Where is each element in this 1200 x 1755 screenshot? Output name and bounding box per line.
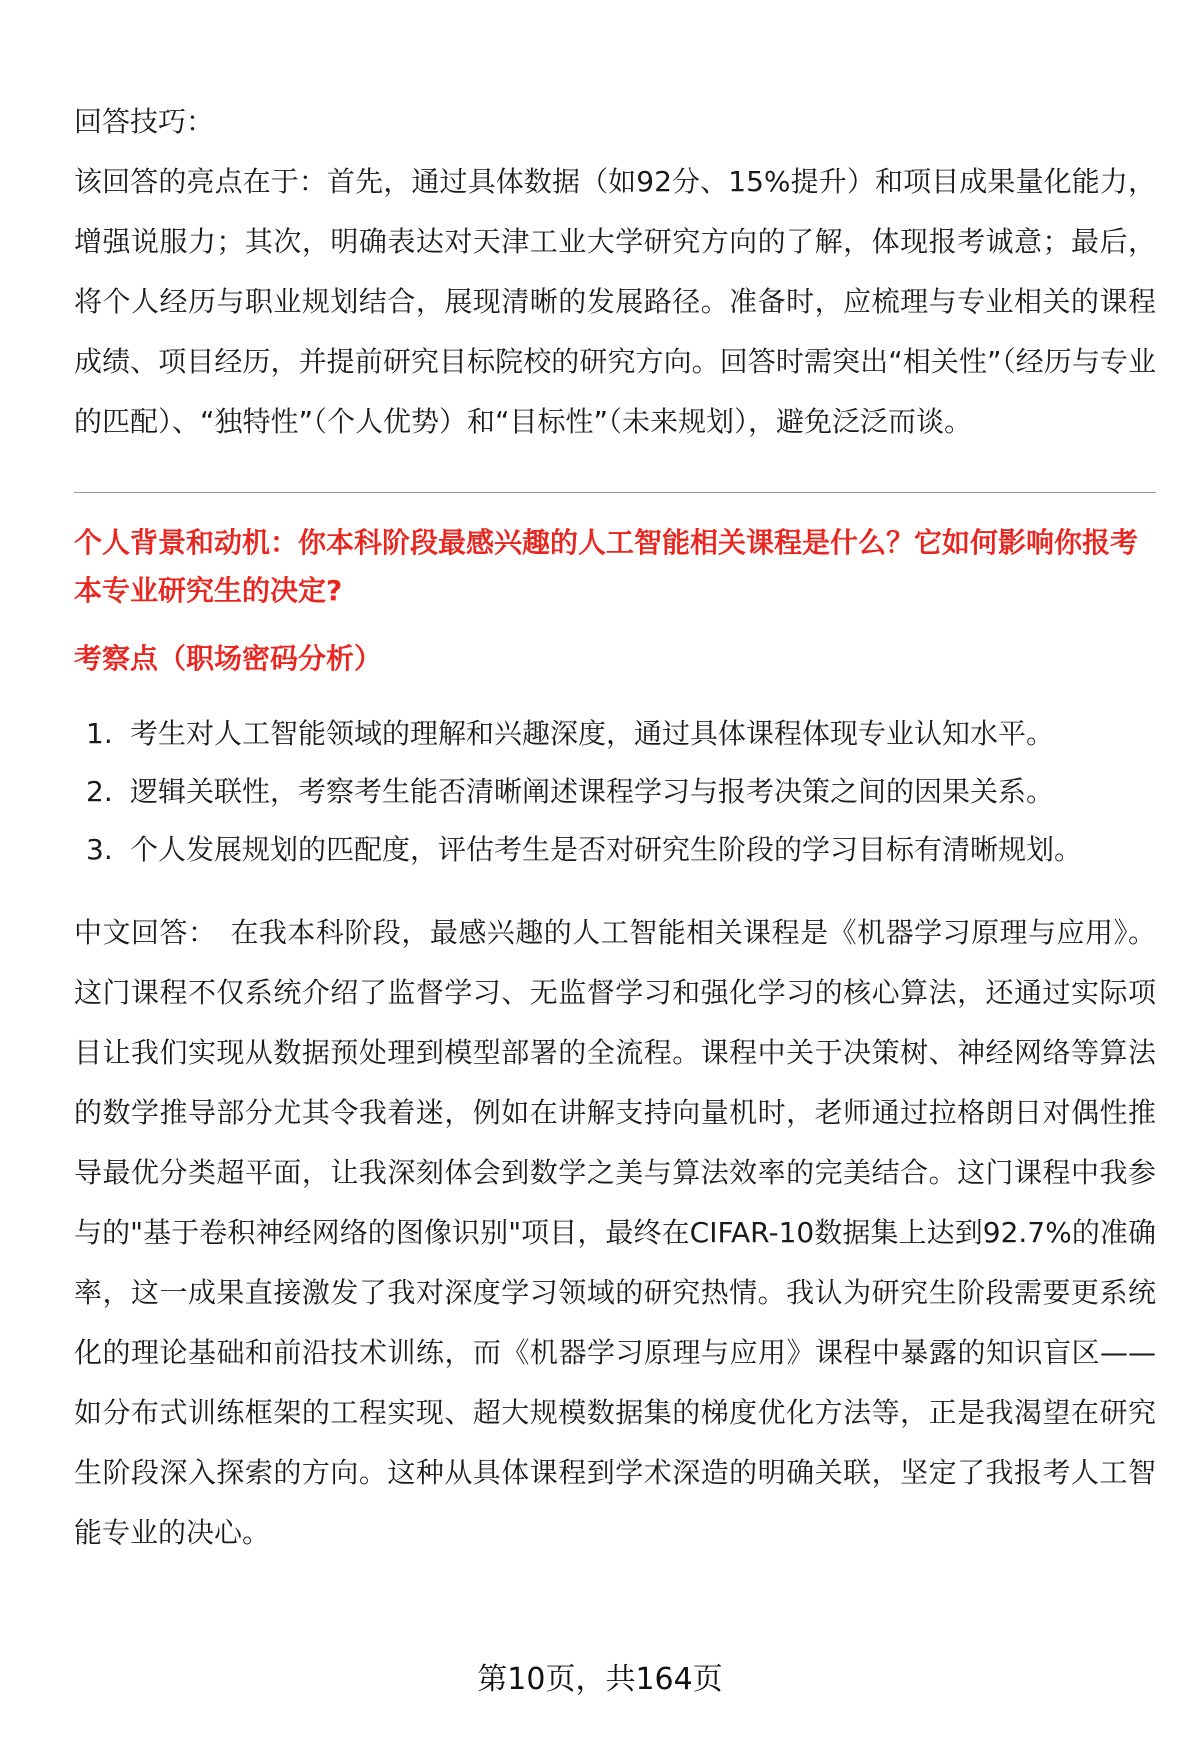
list-item-number: 1. (86, 717, 113, 750)
chinese-answer-paragraph (74, 903, 1156, 1563)
chinese-answer-label: 中文回答： (74, 916, 217, 949)
list-item-number: 2. (86, 775, 113, 808)
answer-tips-section (74, 92, 1156, 452)
section-divider (74, 492, 1156, 493)
answer-tips-paragraph: 该回答的亮点在于：首先，通过具体数据（如92分、15%提升）和项目成果量化能力，增强说服力；其次，明确表达对天津工业大学研究方向的了解，体现报考诚意；最后，将个人经历与职业规划结合，展现清晰的发展路径。准备时，应梳理与专业相关的课程成绩、项目经历，并提前研究目标院校的研究方向。回答时需突出“相关性”（经历与专业的匹配）、“独特性”（个人优势）和“目标性”（未来规划），避免泛泛而谈。 (74, 165, 1156, 438)
list-item (74, 705, 1156, 763)
chinese-answer-text: 在我本科阶段，最感兴趣的人工智能相关课程是《机器学习原理与应用》。这门课程不仅系统介绍了监督学习、无监督学习和强化学习的核心算法，还通过实际项目让我们实现从数据预处理到模型部署的全流程。课程中关于决策树、神经网络等算法的数学推导部分尤其令我着迷，例如在讲解支持向量机时，老师通过拉格朗日对偶性推导最优分类超平面，让我深刻体会到数学之美与算法效率的完美结合。这门课程中我参与的"基于卷积神经网络的图像识别"项目，最终在CIFAR-10数据集上达到92.7%的准确率，这一成果直接激发了我对深度学习领域的研究热情。我认为研究生阶段需要更系统化的理论基础和前沿技术训练，而《机器学习原理与应用》课程中暴露的知识盲区——如分布式训练框架的工程实现、超大规模数据集的梯度优化方法等，正是我渴望在研究生阶段深入探索的方向。这种从具体课程到学术深造的明确关联，坚定了我报考人工智能专业的决心。 (74, 916, 1156, 1549)
list-item (74, 763, 1156, 821)
list-item-text: 考生对人工智能领域的理解和兴趣深度，通过具体课程体现专业认知水平。 (130, 717, 1055, 750)
assessment-heading: 考察点（职场密码分析） (74, 642, 383, 675)
document-page (74, 92, 1156, 1563)
list-item-text: 个人发展规划的匹配度，评估考生是否对研究生阶段的学习目标有清晰规划。 (130, 833, 1083, 866)
list-item-text: 逻辑关联性，考察考生能否清晰阐述课程学习与报考决策之间的因果关系。 (130, 775, 1055, 808)
interview-question: 个人背景和动机：你本科阶段最感兴趣的人工智能相关课程是什么？它如何影响你报考本专业研究生的决定? (74, 526, 1139, 607)
answer-tips-label: 回答技巧： (74, 105, 215, 138)
list-item-number: 3. (86, 833, 113, 866)
page-number: 第10页，共164页 (477, 1662, 723, 1697)
list-item (74, 821, 1156, 879)
assessment-points-list (74, 705, 1156, 879)
